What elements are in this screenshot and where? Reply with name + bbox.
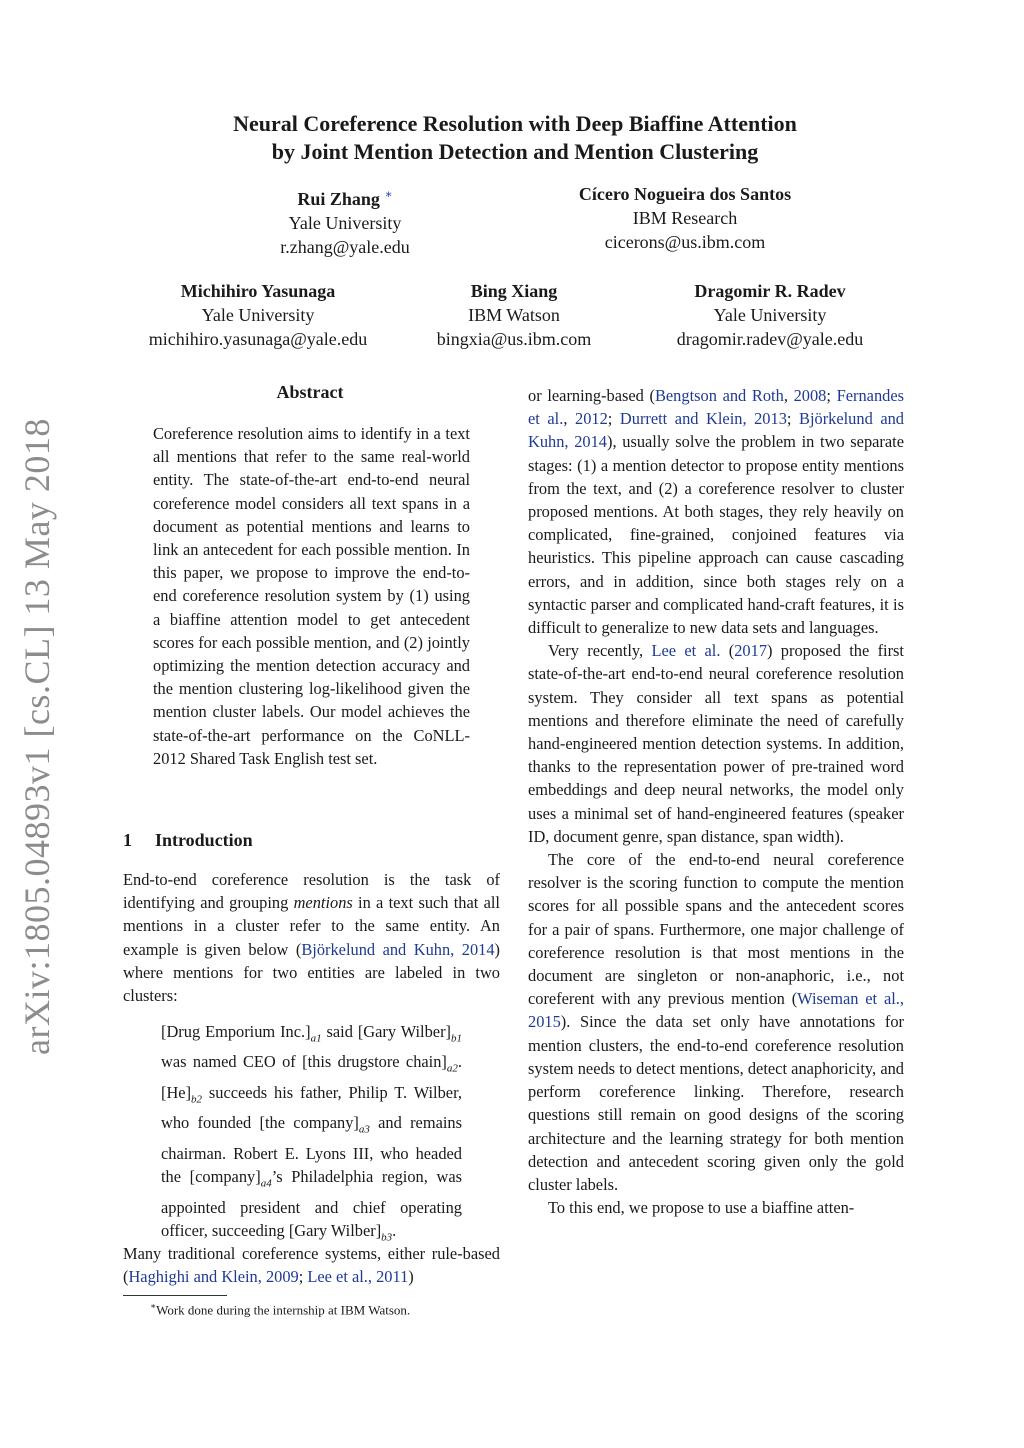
abstract-heading: Abstract — [276, 382, 344, 402]
author-affiliation: Yale University — [201, 305, 315, 325]
author-email[interactable]: dragomir.radev@yale.edu — [676, 329, 864, 349]
author-block-1 — [230, 182, 460, 259]
author-affiliation: Yale University — [713, 305, 827, 325]
right-paragraph-3: The core of the end-to-end neural coreference resolver is the scoring function to compute the mention scores for all possible spans and the antecedent scores for a pair of spans. Furthermore, one major challenge of coreference resolution is that most mentions in the document are singleton or non-anaphoric, i.e., not coreferent with any previous mention (Wiseman et al., 2015). Since the data set only have annotations for mention clusters, the end-to-end coreference resolution system needs to detect mentions, detect anaphoricity, and perform coreference linking. Therefore, research questions still remain on good designs of the scoring architecture and the learning strategy for both mention detection and antecedent scoring given only the gold cluster labels. — [528, 850, 904, 1194]
citation-link[interactable]: Lee et al., 2011 — [307, 1267, 409, 1287]
right-paragraph-2: Very recently, Lee et al. (2017) proposed the first state-of-the-art end-to-end neural coreference resolution system. They consider all text spans as potential mentions and therefore eliminate the need of carefully hand-engineered mention detection systems. In addition, thanks to the representation power of pre-trained word embeddings and deep neural networks, the model only uses a minimal set of hand-engineered features (speaker ID, document genre, span distance, span width). — [528, 641, 904, 846]
citation-link[interactable]: 2012 — [575, 409, 608, 429]
paper-title — [120, 110, 910, 166]
author-name: Rui Zhang — [297, 189, 380, 209]
section-number: 1 — [123, 830, 132, 850]
author-name: Bing Xiang — [470, 281, 558, 301]
title-line-1: Neural Coreference Resolution with Deep Biaffine Attention — [233, 111, 797, 136]
abstract-body — [153, 422, 470, 770]
footnote-divider — [123, 1295, 227, 1296]
author-affiliation: Yale University — [288, 213, 402, 233]
intro-paragraph-2: Many traditional coreference systems, either rule-based (Haghighi and Klein, 2009; Lee et al., 2011) — [123, 1244, 500, 1287]
intro-paragraph-1: End-to-end coreference resolution is the task of identifying and grouping mentions in a text such that all mentions in a cluster refer to the same entity. An example is given below (Björkelund and Kuhn, 2014) where mentions for two entities are labeled in two clusters: — [123, 870, 500, 1006]
citation-link[interactable]: Bengtson and Roth — [654, 386, 784, 405]
citation-link[interactable]: Haghighi and Klein, 2009 — [128, 1267, 299, 1287]
author-email[interactable]: michihiro.yasunaga@yale.edu — [148, 329, 368, 349]
footnote — [150, 1298, 410, 1318]
author-block-5 — [650, 279, 890, 351]
citation-link[interactable]: 2017 — [734, 641, 768, 661]
footnote-mark: ∗ — [150, 1301, 157, 1311]
citation-link[interactable]: Fernandes et al. — [528, 386, 904, 429]
footnote-text: Work done during the internship at IBM Watson. — [156, 1302, 411, 1318]
citation-link[interactable]: Wiseman et al., 2015 — [528, 989, 904, 1032]
right-paragraph-4: To this end, we propose to use a biaffine atten- — [548, 1198, 855, 1218]
right-column — [528, 384, 904, 1219]
author-email[interactable]: r.zhang@yale.edu — [280, 237, 410, 257]
title-line-2: by Joint Mention Detection and Mention Clustering — [271, 139, 759, 164]
citation-link[interactable]: Björkelund and Kuhn, 2014 — [301, 939, 495, 959]
citation-link[interactable]: 2008 — [793, 386, 827, 405]
author-email[interactable]: cicerons@us.ibm.com — [604, 232, 766, 252]
citation-link[interactable]: Björkelund and Kuhn, 2014 — [528, 409, 904, 452]
author-block-4 — [414, 279, 614, 351]
section-title: Introduction — [155, 830, 253, 850]
arxiv-identifier: arXiv:1805.04893v1 [cs.CL] 13 May 2018 — [17, 418, 57, 1055]
emphasis-mentions: mentions — [293, 893, 353, 913]
footnote-mark[interactable]: ∗ — [384, 187, 393, 201]
author-block-2 — [545, 182, 825, 254]
author-email[interactable]: bingxia@us.ibm.com — [436, 329, 592, 349]
citation-link[interactable]: Lee et al. — [651, 641, 721, 661]
abstract-text: Coreference resolution aims to identify in a text all mentions that refer to the same real-world entity. The state-of-the-art end-to-end neural coreference model considers all text spans in a document as potential mentions and learns to link an antecedent for each possible mention. In this paper, we propose to improve the end-to-end coreference resolution system by (1) using a biaffine attention model to get antecedent scores for each possible mention, and (2) jointly optimizing the mention detection accuracy and the mention clustering log-likelihood given the mention cluster labels. Our model achieves the state-of-the-art performance on the CoNLL-2012 Shared Task English test set. — [153, 424, 470, 768]
author-block-3 — [118, 279, 398, 351]
author-affiliation: IBM Watson — [468, 305, 560, 325]
citation-link[interactable]: Durrett and Klein, 2013 — [619, 409, 787, 429]
author-name: Michihiro Yasunaga — [180, 281, 336, 301]
author-name: Cícero Nogueira dos Santos — [578, 184, 792, 204]
example-quote: [Drug Emporium $Inc.]_{a1}$ said [Gary $Wilber]_{b1}$ was named CEO of [this drugstore $chain]_{a2}$. $[He]_{b2}$ succeeds his father, Philip T. Wilber, who founded [the $company]_{a3}$ and remains chairman. Robert E. Lyons III, who headed the $[company]_{a4}’s$ Philadelphia region, was appointed president and chief operating officer, succeeding [Gary $Wilber]_{b3}$. — [161, 1022, 462, 1244]
author-name: Dragomir R. Radev — [694, 281, 846, 301]
author-affiliation: IBM Research — [632, 208, 738, 228]
right-paragraph-1: or learning-based (Bengtson and Roth, 2008; Fernandes et al., 2012; Durrett and Klein, 2013; Björkelund and Kuhn, 2014), usually solve the problem in two separate stages: (1) a mention detector to propose entity mentions from the text, and (2) a coreference resolver to cluster proposed mentions. At both stages, they rely heavily on complicated, fine-grained, conjoined features via heuristics. This pipeline approach can cause cascading errors, and in addition, since both stages rely on a syntactic parser and complicated hand-craft features, it is difficult to generalize to new data sets and languages. — [528, 386, 904, 638]
section-heading-introduction — [123, 830, 253, 851]
